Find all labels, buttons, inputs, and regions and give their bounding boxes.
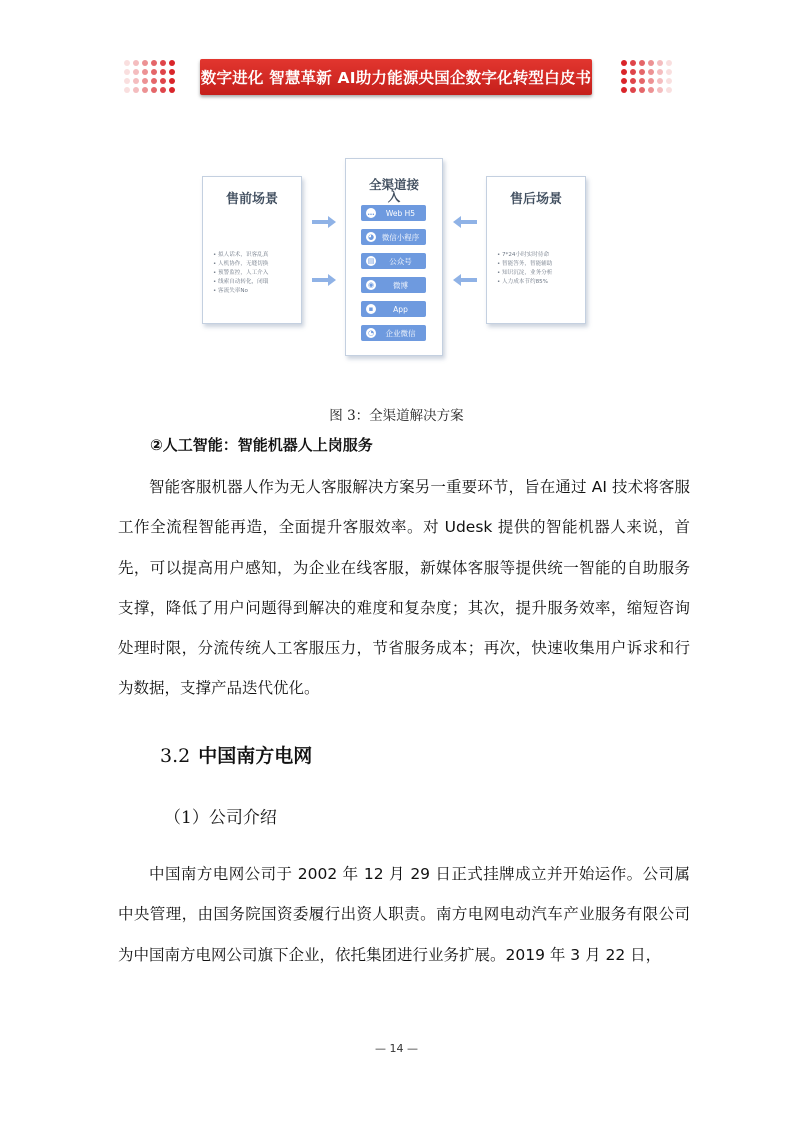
decorative-dot: [621, 87, 627, 93]
decorative-dot: [648, 87, 654, 93]
channel-item: [361, 301, 426, 317]
chat-icon: …: [367, 209, 375, 217]
presale-panel: [202, 176, 302, 324]
decorative-dot: [621, 78, 627, 84]
decorative-dot: [169, 87, 175, 93]
app-icon: ▪: [366, 304, 376, 314]
aftersale-list: [497, 251, 552, 287]
arrow-right-icon: [312, 274, 336, 286]
aftersale-panel: [486, 176, 586, 324]
decorative-dot: [160, 60, 166, 66]
paragraph-company-intro: 中国南方电网公司于 2002 年 12 月 29 日正式挂牌成立并开始运作。公司属中央管理，由国务院国资委履行出资人职责。南方电网电动汽车产业服务有限公司为中国南方电网公司旗下企业，依托集团进行业务扩展。2019 年 3 月 22 日，: [118, 865, 690, 964]
channel-label: 微信小程序: [381, 232, 420, 242]
arrow-left-icon: [453, 274, 477, 286]
decorative-dot: [639, 60, 645, 66]
decorative-dot: [169, 78, 175, 84]
channel-label: App: [393, 304, 408, 314]
channel-item: [361, 229, 426, 245]
decorative-dot: [648, 78, 654, 84]
decorative-dot: [124, 87, 130, 93]
decorative-dot: [133, 78, 139, 84]
channel-label: 公众号: [389, 256, 412, 266]
presale-item: • 拟人话术，识客乱真: [213, 251, 268, 260]
presale-item: • 预警监控，人工介入: [213, 269, 268, 278]
decorative-dot: [657, 69, 663, 75]
channel-label: 微博: [393, 280, 408, 290]
decorative-dot: [639, 78, 645, 84]
channel-item: [361, 325, 426, 341]
decorative-dot: [142, 87, 148, 93]
subsection-title: （1）公司介绍: [164, 808, 277, 828]
channel-item: [361, 277, 426, 293]
presale-list: [213, 251, 268, 296]
decorative-dot: [169, 60, 175, 66]
decorative-dot: [666, 60, 672, 66]
channel-label: 企业微信: [385, 328, 416, 338]
decorative-dot: [657, 87, 663, 93]
presale-item: • 客流失率No: [213, 287, 268, 296]
decorative-dot: [133, 60, 139, 66]
subheading: ②人工智能：智能机器人上岗服务: [150, 436, 373, 454]
channel-label: Web H5: [385, 208, 416, 218]
work-wechat-icon: ◔: [367, 329, 375, 337]
decorative-dot: [666, 87, 672, 93]
decorative-dot: [133, 87, 139, 93]
presale-item: • 线索自动转化，闭環: [213, 278, 268, 287]
channels-panel: [345, 158, 443, 356]
decorative-dot: [151, 69, 157, 75]
decorative-dot: [151, 60, 157, 66]
arrow-right-icon: [312, 216, 336, 228]
decorative-dot: [639, 87, 645, 93]
decorative-dot: [621, 60, 627, 66]
decorative-dot: [160, 87, 166, 93]
section-number: 3.2: [160, 745, 191, 767]
channel-item: [361, 253, 426, 269]
decorative-dot: [160, 78, 166, 84]
decorative-dot: [630, 78, 636, 84]
aftersale-item: • 7*24小时实时待命: [497, 251, 552, 260]
aftersale-title: 售后场景: [509, 192, 562, 207]
decorative-dot: [630, 69, 636, 75]
page-number: — 14 —: [375, 1042, 418, 1055]
decorative-dot: [648, 60, 654, 66]
decorative-dot: [630, 60, 636, 66]
decorative-dot: [648, 69, 654, 75]
channel-solution-figure: [202, 156, 590, 380]
decorative-dot: [657, 60, 663, 66]
decorative-dot: [142, 60, 148, 66]
channel-item: [361, 205, 426, 221]
decorative-dot: [160, 69, 166, 75]
header-banner: [200, 59, 592, 95]
aftersale-item: • 人力成本节约85%: [497, 278, 552, 287]
banner-title: 数字进化 智慧革新 AI助力能源央国企数字化转型白皮书: [200, 69, 592, 87]
weibo-icon: ◉: [367, 281, 375, 289]
decorative-dot: [657, 78, 663, 84]
decorative-dot: [142, 69, 148, 75]
presale-title: 售前场景: [225, 192, 278, 207]
decorative-dot: [133, 69, 139, 75]
decorative-dot: [666, 69, 672, 75]
decorative-dot: [666, 78, 672, 84]
section-heading: 中国南方电网: [198, 745, 313, 767]
section-title: [160, 741, 312, 768]
arrow-left-icon: [453, 216, 477, 228]
presale-item: • 人机协作，无缝切换: [213, 260, 268, 269]
aftersale-item: • 知识沉淀，业务分析: [497, 269, 552, 278]
decorative-dot: [142, 78, 148, 84]
decorative-dot: [169, 69, 175, 75]
decorative-dots-left: [124, 60, 175, 93]
aftersale-item: • 智能答务，智能辅助: [497, 260, 552, 269]
official-account-icon: ▤: [367, 257, 375, 265]
decorative-dot: [151, 87, 157, 93]
decorative-dot: [621, 69, 627, 75]
decorative-dot: [124, 60, 130, 66]
figure-caption: 图 3：全渠道解决方案: [329, 408, 464, 424]
decorative-dot: [630, 87, 636, 93]
decorative-dot: [124, 78, 130, 84]
paragraph-ai-robot: 智能客服机器人作为无人客服解决方案另一重要环节，旨在通过 AI 技术将客服工作全流程智能再造，全面提升客服效率。对 Udesk 提供的智能机器人来说，首先，可以提高用户感知，为企业在线客服，新媒体客服等提供统一智能的自助服务支撑，降低了用户问题得到解决的难度和复杂度；其次，提升服务效率，缩短咨询处理时限，分流传统人工客服压力，节省服务成本；再次，快速收集用户诉求和行为数据，支撑产品迭代优化。: [118, 478, 690, 698]
decorative-dot: [124, 69, 130, 75]
decorative-dot: [639, 69, 645, 75]
decorative-dots-right: [621, 60, 672, 93]
channels-title: 全渠道接入: [368, 177, 419, 204]
decorative-dot: [151, 78, 157, 84]
wechat-icon: ◕: [367, 233, 375, 241]
